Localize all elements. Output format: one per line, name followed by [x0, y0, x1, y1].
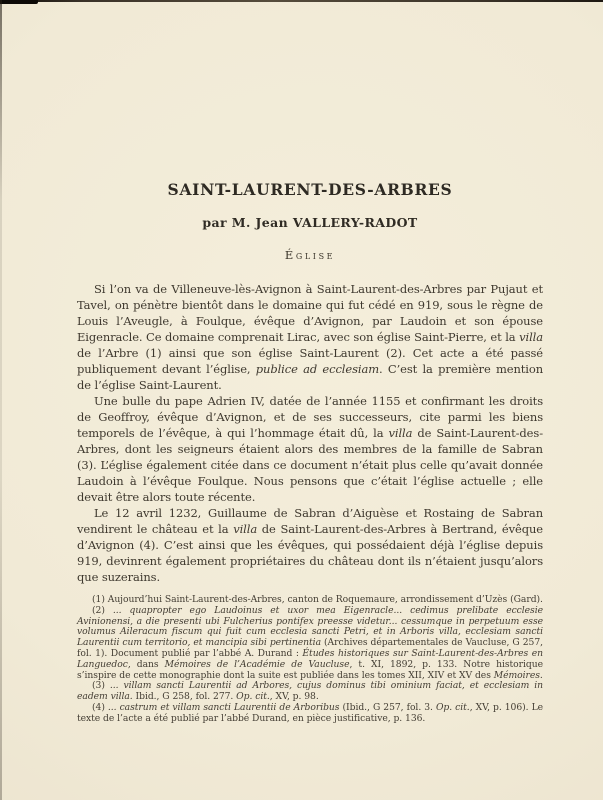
paragraph-3 — [77, 505, 543, 585]
footnote-2 — [77, 606, 543, 682]
text-segment: . — [539, 669, 543, 681]
footnote-4 — [77, 703, 543, 725]
text-segment: Une bulle du pape Adrien IV, datée de l’année 1155 et confirmant les droits de Geoffroy, évêque d’Avignon, et de ses successeurs, cite parmi les biens temporels de l’évêque, à qui l’hommage était dû, la — [77, 394, 543, 440]
text-segment: Ibid., G 258, fol. 277. — [132, 691, 237, 703]
text-segment: Le 12 avril 1232, Guillaume de Sabran d’Aiguèse et Rostaing de Sabran vendirent le château et la — [77, 506, 543, 536]
text-segment: , XV, p. 106). Le texte de l’acte a été publié par l’abbé Durand, en pièce justificative, p. 136. — [77, 701, 544, 724]
scan-left-edge — [0, 0, 2, 800]
scan-corner-mark — [0, 0, 38, 4]
text-segment: , t. XI, 1892, p. 133. Notre historique s’inspire de cette monographie dont la suite est publiée dans les tomes XII, XIV et XV des — [77, 658, 543, 681]
italic-text-segment: Mémoires — [493, 669, 540, 681]
footnote-3 — [77, 681, 543, 703]
text-column — [77, 0, 543, 725]
italic-text-segment: Études historiques sur Saint-Laurent-des-Arbres en Languedoc — [77, 647, 543, 670]
text-segment: de Saint-Laurent-des-Arbres, dont les seigneurs étaient alors des membres de la famille de Sabran (3). L’église également citée dans ce document n’était plus celle qu’avait donnée Laudoin à l’évêque Foulque. Nous pensons que c’était l’église actuelle ; elle devait être alors toute récente. — [77, 426, 543, 504]
text-segment: , dans — [127, 658, 165, 670]
italic-text-segment: villa — [233, 522, 258, 536]
italic-text-segment: ... quapropter ego Laudoinus et uxor mea Eigenracle... cedimus prelibate ecclesie Avinionensi, a die presenti ubi Fulcherius pontifex preesse videtur... cessumque in perpetuum esse volumus Aileracum fiscum qui fuit cum ecclesia sancti Petri, et in Arboris villa, ecclesiam sancti Laurentii cum territorio, et mancipia sibi pertinentia — [77, 604, 543, 649]
text-segment: , XV, p. 98. — [269, 691, 319, 703]
italic-text-segment: Op. cit. — [236, 691, 270, 703]
text-segment: (2) — [92, 604, 113, 616]
author-byline: par M. Jean VALLERY-RADOT — [202, 215, 418, 230]
footnotes-block — [77, 595, 543, 725]
text-segment: (3) — [92, 680, 110, 692]
italic-text-segment: villa — [519, 330, 543, 344]
text-segment: Si l’on va de Villeneuve-lès-Avignon à Saint-Laurent-des-Arbres par Pujaut et Tavel, on pénètre bientôt dans le domaine qui fut cédé en 919, sous le règne de Louis l’Aveugle, à Foulque, évêque d’Avignon, par Laudoin et son épouse Eigenracle. Ce domaine comprenait Lirac, avec son église Saint-Pierre, et la — [77, 282, 543, 344]
italic-text-segment: ... villam sancti Laurentii ad Arbores, cujus dominus tibi ominium faciat, et ecclesiam in eadem villa. — [77, 680, 543, 703]
italic-text-segment: Op. cit. — [435, 701, 470, 713]
text-segment: (Ibid., G 257, fol. 3. — [339, 701, 436, 713]
paragraph-1 — [77, 281, 543, 393]
text-segment: (Archives départementales de Vaucluse, G 257, fol. 1). Document publié par l’abbé A. Durand : — [77, 637, 543, 659]
page-title: SAINT-LAURENT-DES-ARBRES — [167, 180, 453, 199]
italic-text-segment: villa — [388, 426, 413, 440]
section-heading-eglise: Église — [284, 248, 336, 262]
text-segment: de Saint-Laurent-des-Arbres à Bertrand, évêque d’Avignon (4). C’est ainsi que les évêques, qui possédaient déjà l’église depuis 919, devinrent également propriétaires du château dont ils n’étaient jusqu’alors que suzerains. — [77, 522, 543, 584]
text-segment: . C’est la première mention de l’église Saint-Laurent. — [77, 362, 543, 392]
body-text — [77, 281, 543, 585]
text-segment: de l’Arbre (1) ainsi que son église Saint-Laurent (2). Cet acte a été passé publiquement devant l’église, — [77, 346, 543, 376]
paragraph-2 — [77, 393, 543, 505]
text-segment: (4) — [92, 701, 108, 713]
text-segment: (1) Aujourd’hui Saint-Laurent-des-Arbres, canton de Roquemaure, arrondissement d’Uzès (Gard). — [92, 594, 543, 605]
italic-text-segment: publice ad ecclesiam — [255, 362, 380, 376]
italic-text-segment: Mémoires de l’Académie de Vaucluse — [164, 658, 350, 670]
italic-text-segment: ... castrum et villam sancti Laurentii de Arboribus — [107, 701, 340, 713]
